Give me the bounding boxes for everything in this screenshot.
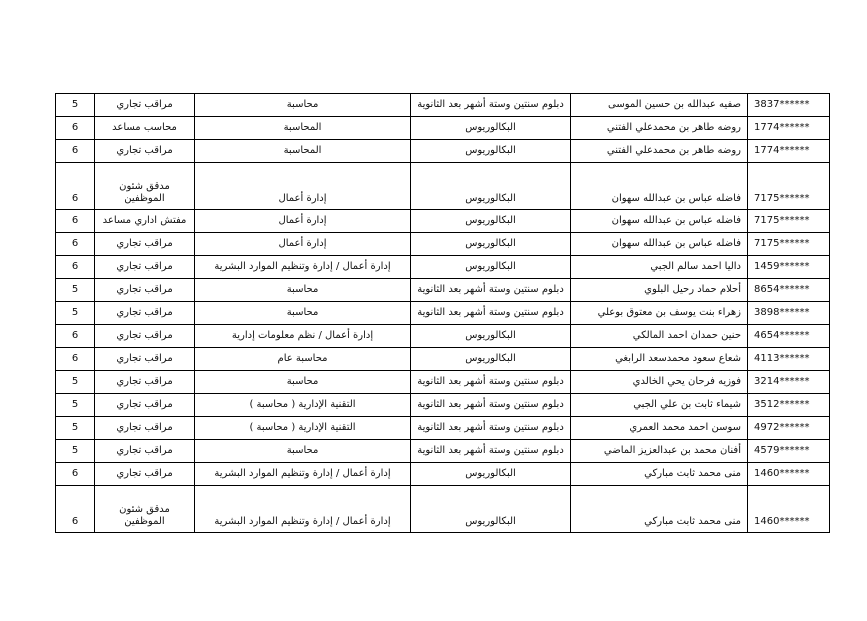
id-cell: 1460****** bbox=[748, 486, 830, 533]
table-row bbox=[56, 463, 830, 486]
qualification-cell: دبلوم سنتين وستة أشهر بعد الثانوية bbox=[411, 394, 571, 417]
name-cell: فاضله عباس بن عبدالله سهوان bbox=[571, 163, 748, 210]
grade-cell: 6 bbox=[56, 463, 95, 486]
qualification-cell: البكالوريوس bbox=[411, 117, 571, 140]
table-row bbox=[56, 417, 830, 440]
job-title-cell: مراقب تجاري bbox=[95, 371, 195, 394]
specialization-cell: التقنية الإدارية ( محاسبة ) bbox=[195, 417, 411, 440]
table-row bbox=[56, 302, 830, 325]
grade-cell: 5 bbox=[56, 394, 95, 417]
table-row bbox=[56, 486, 830, 533]
job-title-cell: مراقب تجاري bbox=[95, 302, 195, 325]
qualification-cell: البكالوريوس bbox=[411, 140, 571, 163]
specialization-cell: محاسبة bbox=[195, 94, 411, 117]
qualification-cell: البكالوريوس bbox=[411, 486, 571, 533]
grade-cell: 6 bbox=[56, 233, 95, 256]
name-cell: زهراء بنت يوسف بن معتوق بوعلي bbox=[571, 302, 748, 325]
specialization-cell: محاسبة عام bbox=[195, 348, 411, 371]
id-cell: 4113****** bbox=[748, 348, 830, 371]
id-cell: 4972****** bbox=[748, 417, 830, 440]
table-row bbox=[56, 325, 830, 348]
grade-cell: 6 bbox=[56, 163, 95, 210]
qualification-cell: البكالوريوس bbox=[411, 463, 571, 486]
specialization-cell: المحاسبة bbox=[195, 117, 411, 140]
id-cell: 8654****** bbox=[748, 279, 830, 302]
specialization-cell: محاسبة bbox=[195, 440, 411, 463]
id-cell: 1774****** bbox=[748, 117, 830, 140]
qualification-cell: دبلوم سنتين وستة أشهر بعد الثانوية bbox=[411, 417, 571, 440]
job-title-cell: مراقب تجاري bbox=[95, 417, 195, 440]
job-title-cell: مراقب تجاري bbox=[95, 325, 195, 348]
specialization-cell: إدارة أعمال bbox=[195, 210, 411, 233]
name-cell: فوزيه فرحان يحي الخالدي bbox=[571, 371, 748, 394]
name-cell: شعاع سعود محمدسعد الرابغي bbox=[571, 348, 748, 371]
job-title-cell: مراقب تجاري bbox=[95, 440, 195, 463]
table-row bbox=[56, 140, 830, 163]
grade-cell: 6 bbox=[56, 486, 95, 533]
qualification-cell: البكالوريوس bbox=[411, 256, 571, 279]
id-cell: 4654****** bbox=[748, 325, 830, 348]
job-title-cell: مراقب تجاري bbox=[95, 463, 195, 486]
job-title-cell: مراقب تجاري bbox=[95, 140, 195, 163]
job-title-cell: مراقب تجاري bbox=[95, 256, 195, 279]
grade-cell: 6 bbox=[56, 140, 95, 163]
job-title-cell: مراقب تجاري bbox=[95, 279, 195, 302]
table-body bbox=[56, 94, 830, 533]
specialization-cell: إدارة أعمال / إدارة وتنظيم الموارد البشرية bbox=[195, 463, 411, 486]
qualification-cell: دبلوم سنتين وستة أشهر بعد الثانوية bbox=[411, 371, 571, 394]
grade-cell: 6 bbox=[56, 348, 95, 371]
specialization-cell: إدارة أعمال bbox=[195, 233, 411, 256]
job-title-cell: مدقق شئون الموظفين bbox=[95, 486, 195, 533]
name-cell: صفيه عبدالله بن حسين الموسى bbox=[571, 94, 748, 117]
qualification-cell: البكالوريوس bbox=[411, 233, 571, 256]
grade-cell: 5 bbox=[56, 417, 95, 440]
qualification-cell: دبلوم سنتين وستة أشهر بعد الثانوية bbox=[411, 279, 571, 302]
job-title-cell: مراقب تجاري bbox=[95, 94, 195, 117]
id-cell: 3512****** bbox=[748, 394, 830, 417]
qualification-cell: البكالوريوس bbox=[411, 325, 571, 348]
id-cell: 3214****** bbox=[748, 371, 830, 394]
id-cell: 4579****** bbox=[748, 440, 830, 463]
table-row bbox=[56, 210, 830, 233]
name-cell: سوسن احمد محمد العمري bbox=[571, 417, 748, 440]
id-cell: 1459****** bbox=[748, 256, 830, 279]
grade-cell: 5 bbox=[56, 440, 95, 463]
id-cell: 7175****** bbox=[748, 210, 830, 233]
qualification-cell: دبلوم سنتين وستة أشهر بعد الثانوية bbox=[411, 302, 571, 325]
grade-cell: 6 bbox=[56, 256, 95, 279]
specialization-cell: إدارة أعمال / إدارة وتنظيم الموارد البشرية bbox=[195, 256, 411, 279]
id-cell: 7175****** bbox=[748, 233, 830, 256]
name-cell: فاضله عباس بن عبدالله سهوان bbox=[571, 210, 748, 233]
table-row bbox=[56, 163, 830, 210]
specialization-cell: إدارة أعمال bbox=[195, 163, 411, 210]
table-row bbox=[56, 279, 830, 302]
name-cell: داليا احمد سالم الجبي bbox=[571, 256, 748, 279]
name-cell: حنين حمدان احمد المالكي bbox=[571, 325, 748, 348]
name-cell: منى محمد ثابت مباركي bbox=[571, 486, 748, 533]
grade-cell: 6 bbox=[56, 210, 95, 233]
grade-cell: 6 bbox=[56, 325, 95, 348]
name-cell: فاضله عباس بن عبدالله سهوان bbox=[571, 233, 748, 256]
table-row bbox=[56, 117, 830, 140]
specialization-cell: إدارة أعمال / إدارة وتنظيم الموارد البشرية bbox=[195, 486, 411, 533]
name-cell: أفنان محمد بن عبدالعزيز الماضي bbox=[571, 440, 748, 463]
qualification-cell: البكالوريوس bbox=[411, 348, 571, 371]
id-cell: 3837****** bbox=[748, 94, 830, 117]
table-row bbox=[56, 256, 830, 279]
name-cell: شيماء ثابت بن علي الجبي bbox=[571, 394, 748, 417]
name-cell: منى محمد ثابت مباركي bbox=[571, 463, 748, 486]
specialization-cell: التقنية الإدارية ( محاسبة ) bbox=[195, 394, 411, 417]
qualification-cell: البكالوريوس bbox=[411, 163, 571, 210]
job-title-cell: مراقب تجاري bbox=[95, 233, 195, 256]
table-row bbox=[56, 371, 830, 394]
name-cell: روضه طاهر بن محمدعلي الفتني bbox=[571, 117, 748, 140]
grade-cell: 6 bbox=[56, 117, 95, 140]
qualification-cell: دبلوم سنتين وستة أشهر بعد الثانوية bbox=[411, 94, 571, 117]
qualification-cell: البكالوريوس bbox=[411, 210, 571, 233]
specialization-cell: محاسبة bbox=[195, 371, 411, 394]
grade-cell: 5 bbox=[56, 371, 95, 394]
table-row bbox=[56, 348, 830, 371]
grade-cell: 5 bbox=[56, 302, 95, 325]
name-cell: أحلام حماد رحيل البلوي bbox=[571, 279, 748, 302]
id-cell: 7175****** bbox=[748, 163, 830, 210]
specialization-cell: محاسبة bbox=[195, 279, 411, 302]
job-title-cell: محاسب مساعد bbox=[95, 117, 195, 140]
id-cell: 1774****** bbox=[748, 140, 830, 163]
job-title-cell: مراقب تجاري bbox=[95, 394, 195, 417]
candidates-table bbox=[55, 93, 830, 533]
table-row bbox=[56, 440, 830, 463]
specialization-cell: محاسبة bbox=[195, 302, 411, 325]
job-title-cell: مفتش اداري مساعد bbox=[95, 210, 195, 233]
job-title-cell: مدقق شئون الموظفين bbox=[95, 163, 195, 210]
grade-cell: 5 bbox=[56, 279, 95, 302]
job-title-cell: مراقب تجاري bbox=[95, 348, 195, 371]
specialization-cell: إدارة أعمال / نظم معلومات إدارية bbox=[195, 325, 411, 348]
qualification-cell: دبلوم سنتين وستة أشهر بعد الثانوية bbox=[411, 440, 571, 463]
specialization-cell: المحاسبة bbox=[195, 140, 411, 163]
table-row bbox=[56, 394, 830, 417]
table-row bbox=[56, 94, 830, 117]
grade-cell: 5 bbox=[56, 94, 95, 117]
id-cell: 1460****** bbox=[748, 463, 830, 486]
name-cell: روضه طاهر بن محمدعلي الفتني bbox=[571, 140, 748, 163]
table-row bbox=[56, 233, 830, 256]
id-cell: 3898****** bbox=[748, 302, 830, 325]
